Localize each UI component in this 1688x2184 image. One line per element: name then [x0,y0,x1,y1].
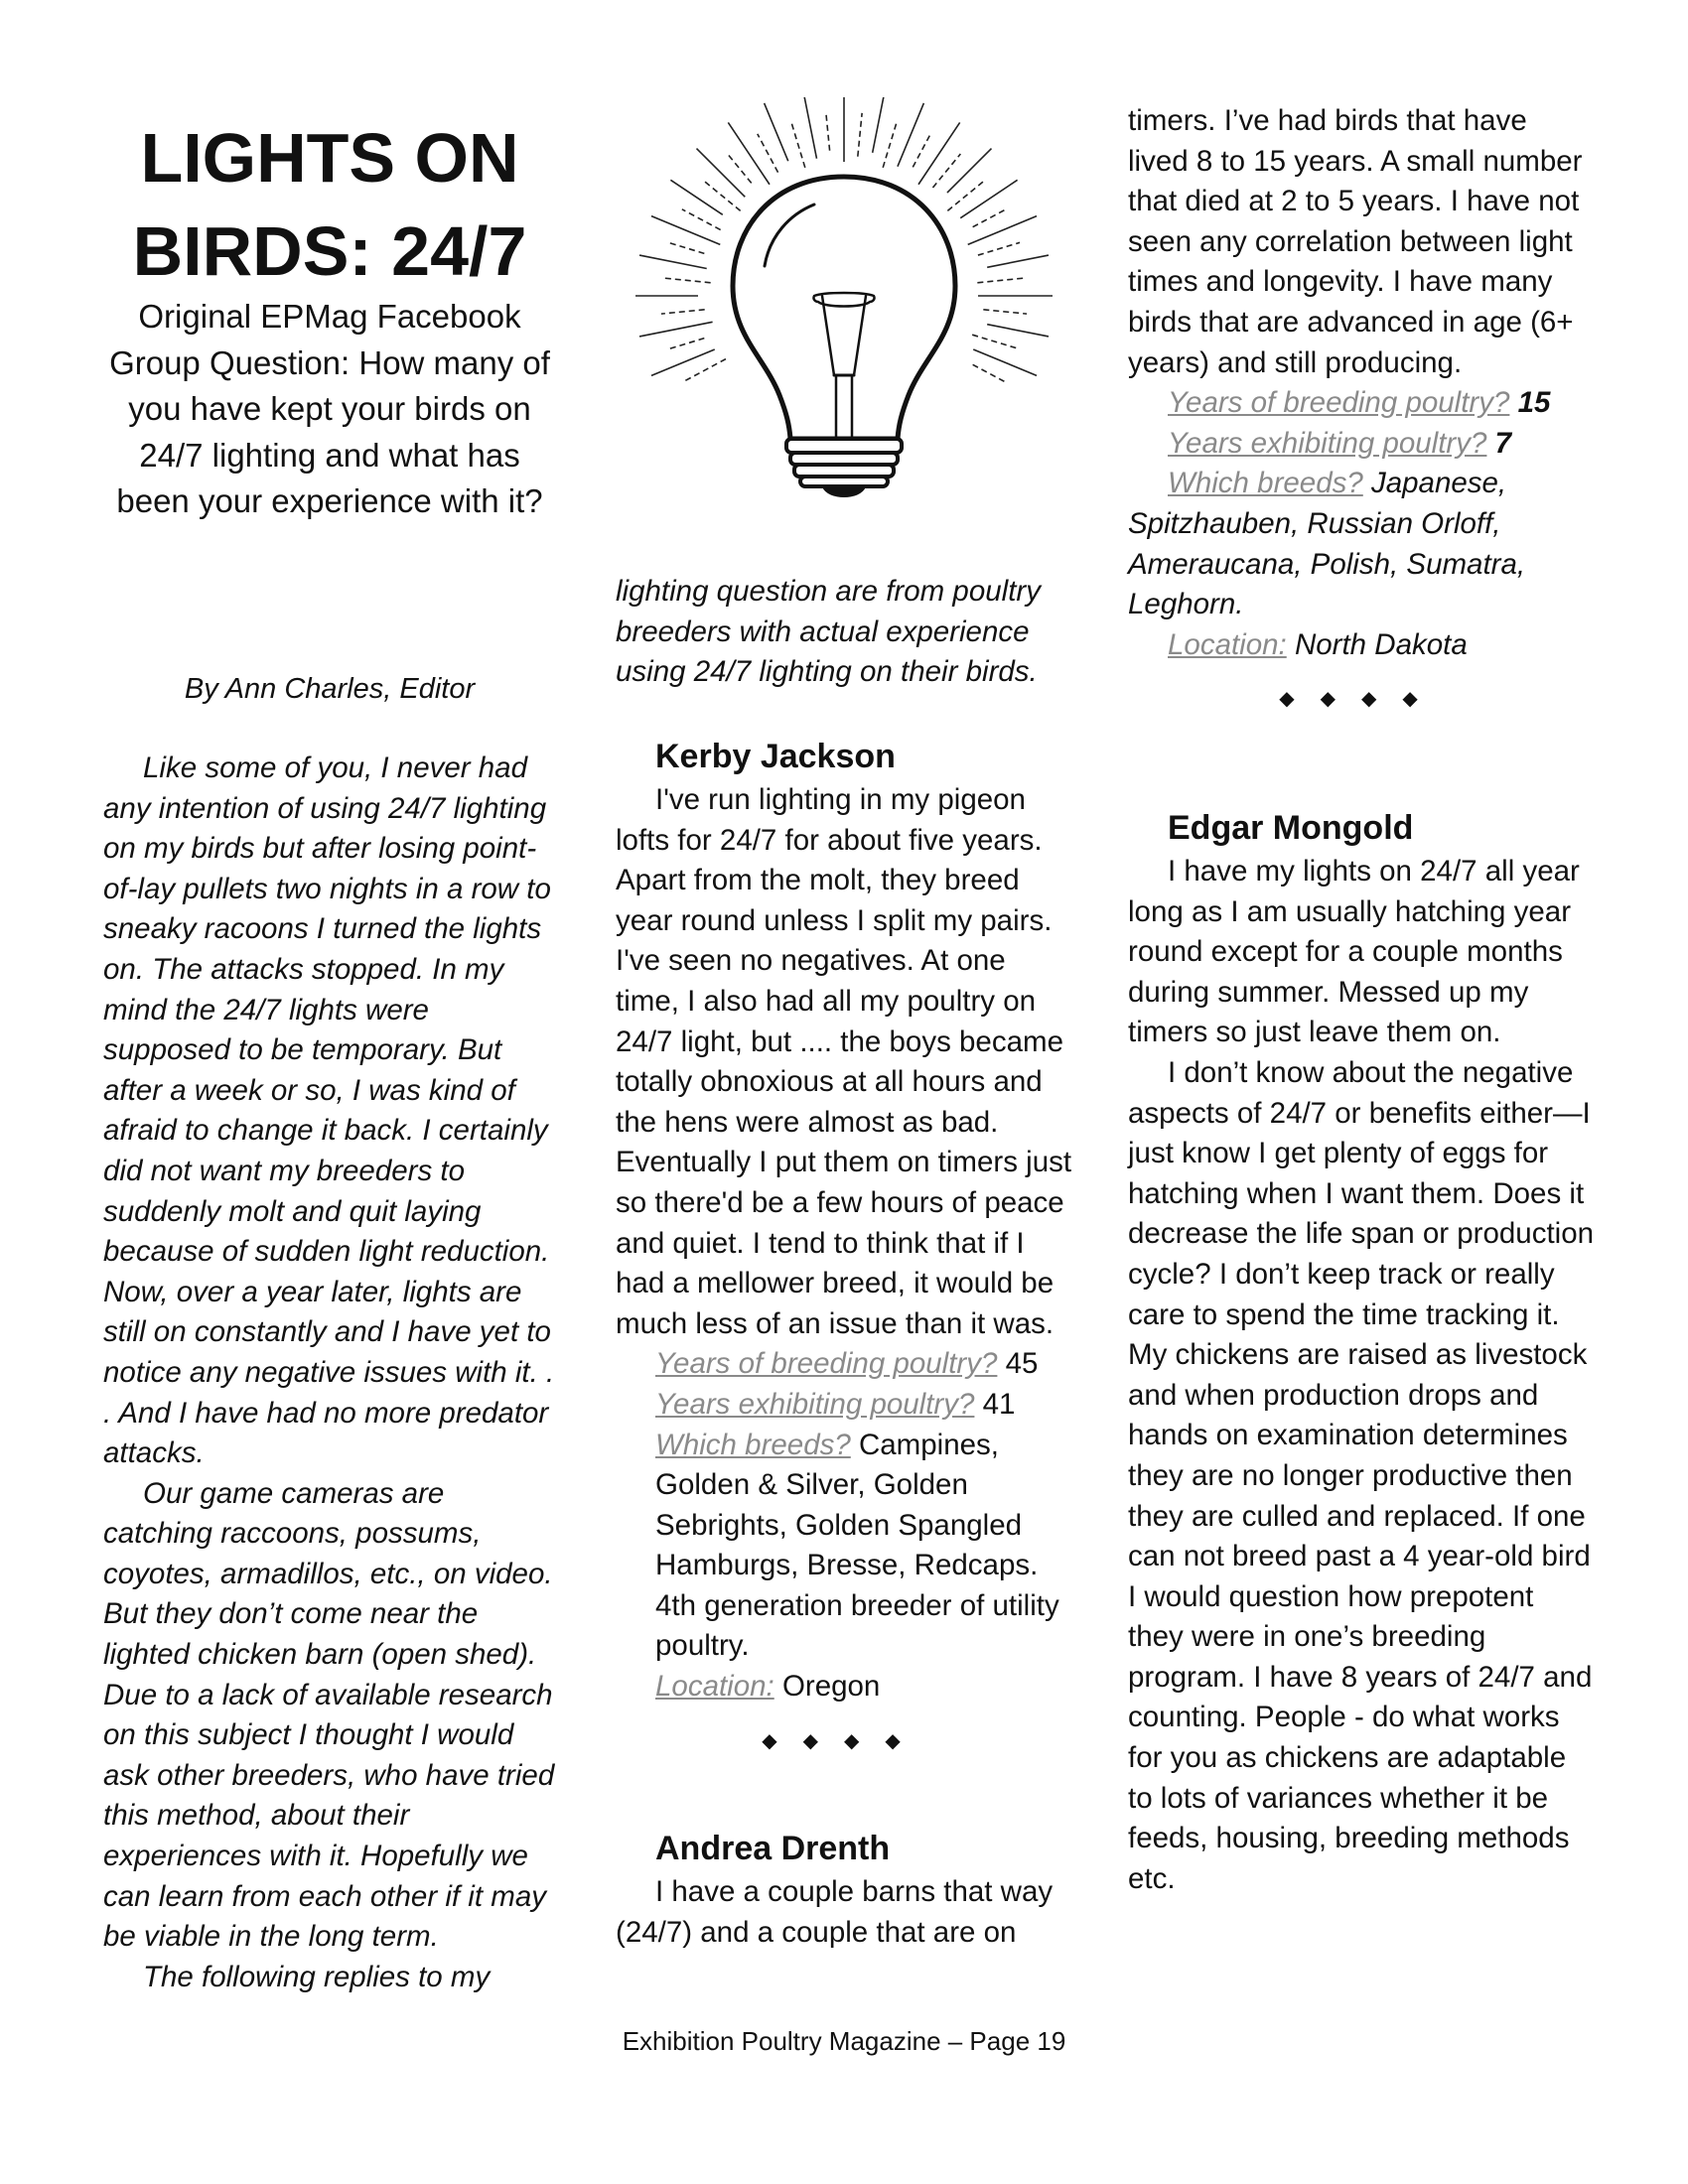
article-title [103,111,556,298]
location-line [1168,625,1595,666]
light-ray [972,335,1020,349]
title-line-2: BIRDS: 24/7 [132,212,527,290]
light-ray [826,113,830,151]
years-exhibiting-label: Years exhibiting poultry? [655,1387,975,1421]
light-ray [913,134,930,168]
light-ray [682,359,726,383]
light-ray [728,154,752,183]
intro-paragraph-1: Like some of you, I never had any intention of using 24/7 lighting on my birds but after losing point-of-lay pullets two nights in a row to sneaky racoons I turned the lights on. The attacks stopped. In my mind the 24/7 lights were supposed to be temporary. But after a week or so, I was kind of afraid to change it back. I certainly did not want my breeders to suddenly molt and quit laying because of sudden light reduction. Now, over a year later, lights are still on constantly and I have yet to notice any negative issues with it. . . And I have had no more predator attacks. [103,751,555,1470]
light-ray [973,349,1037,375]
response-paragraph-1: I have my lights on 24/7 all year long as I am usually hatching year round except for a couple months during summer. Messed up my timers so just leave them on. [1128,855,1580,1049]
light-ray [758,134,778,173]
section-separator: ◆◆◆◆ [1279,688,1444,711]
response-paragraph-2: I don’t know about the negative aspects of 24/7 or benefits either—I just know I get plenty of eggs for hatching when I want them. Does it decrease the life span or production cycle? I don’t keep track or really care to spend the time tracking it. My chickens are raised as livestock and when production drops and hands on examination determines they are no longer productive then they are culled and replaced. If one can not breed past a 4 year-old bird I would question how prepotent they were in one’s breeding program. I have 8 years of 24/7 and counting. People - do what works for you as chickens are adaptable to lots of variances whether it be feeds, housing, breeding methods etc. [1128,1055,1595,1895]
location-value: North Dakota [1294,627,1468,661]
light-ray [883,120,898,168]
response-edgar-mongold [1128,806,1595,1899]
intro-text [103,749,556,1997]
response-andrea-drenth [616,1827,1072,1953]
response-text-continued: timers. I’ve had birds that have lived 8 to 15 years. A small number that died at 2 to 5 years. I have not seen any correlation between light times and longevity. I have many birds that are advanced in age (6+ years) and still producing. [1128,104,1583,379]
years-breeding-value: 15 [1517,386,1551,420]
breeds-value: Japanese, Spitzhauben, Russian Orloff, Ameraucana, Polish, Sumatra, Leghorn. [1128,467,1526,621]
years-breeding-value: 45 [1005,1347,1039,1381]
years-exhibiting-value: 7 [1494,426,1512,460]
response-text: I have a couple barns that way (24/7) and a couple that are on [616,1875,1054,1949]
light-ray [987,325,1049,337]
light-ray [790,120,805,168]
respondent-name: Andrea Drenth [655,1830,891,1867]
breeds-line [1128,464,1595,624]
breeds-value: Campines, Golden & Silver, Golden Sebrights, Golden Spangled Hamburgs, Bresse, Redcaps. 4th generation breeder of utility poultry. [655,1428,1059,1663]
years-exhibiting-value: 41 [982,1387,1016,1421]
respondent-details [1168,383,1595,464]
intro-paragraph-3: The following replies to my [143,1960,491,1993]
light-ray [639,255,707,268]
location-label: Location: [655,1670,774,1704]
light-ray [873,97,885,153]
light-ray [702,180,741,211]
light-ray [960,180,1017,217]
light-ray [651,349,715,375]
light-ray [858,113,862,157]
light-ray [918,122,960,184]
light-ray [983,310,1027,314]
light-ray [973,209,1007,227]
years-breeding-label: Years of breeding poultry? [1168,386,1510,420]
response-text: I've run lighting in my pigeon lofts for 24/7 for about five years. Apart from the molt, they breed year round unless I split my pairs. I've seen no negatives. At one time, I also had all my poultry on 24/7 light, but .... the boys became totally obnoxious at all hours and the hens were almost as bad. Eventually I put them on timers just so there'd be a few hours of peace and quiet. I tend to think that if I had a mellower breed, it would be much less of an issue than it was. [616,783,1072,1340]
respondent-name: Kerby Jackson [655,738,896,775]
light-ray [670,180,722,214]
light-ray [668,242,704,253]
years-exhibiting-label: Years exhibiting poultry? [1168,426,1487,460]
light-ray [639,322,713,337]
light-ray [987,255,1049,267]
light-ray [947,180,986,211]
light-ray [661,310,705,314]
byline: By Ann Charles, Editor [184,673,476,705]
respondent-name: Edgar Mongold [1168,809,1414,847]
page-footer: Exhibition Poultry Magazine – Page 19 [622,2026,1066,2056]
years-breeding-label: Years of breeding poultry? [655,1347,998,1381]
light-ray [978,242,1020,255]
respondent-details [655,1344,1072,1706]
intro-paragraph-3-continued: lighting question are from poultry breeders with actual experience using 24/7 lighting on their birds. [616,575,1041,689]
intro-paragraph-2: Our game cameras are catching raccoons, possums, coyotes, armadillos, etc., on video. But they don’t come near the lighted chicken barn (open shed). Due to a lack of available research on this subject I thought I would ask other breeders, who have tried this method, about their experiences with it. Hopefully we can learn from each other if it may be viable in the long term. [103,1476,555,1954]
response-andrea-drenth-continued [1128,101,1595,719]
light-ray [977,278,1027,283]
location-value: Oregon [781,1670,881,1704]
light-ray [661,278,711,283]
article-subtitle: Original EPMag Facebook Group Question: How many of you have kept your birds on 24/7 lighting and what has been your experience with it? [109,298,550,519]
light-ray [728,122,770,184]
location-label: Location: [1168,627,1287,661]
light-ray [651,216,720,245]
light-ray [682,209,721,230]
light-ray [898,103,923,167]
light-ray [947,149,992,194]
section-separator: ◆◆◆◆ [762,1729,926,1752]
breeds-label: Which breeds? [1168,467,1363,500]
title-line-1: LIGHTS ON [140,119,519,197]
breeds-label: Which breeds? [655,1428,851,1461]
light-ray [973,364,1007,382]
light-ray [968,216,1037,245]
light-ray [803,97,816,159]
light-bulb-icon [616,97,1072,504]
response-kerby-jackson [616,735,1072,1761]
light-ray [697,149,746,198]
light-ray [668,339,704,349]
